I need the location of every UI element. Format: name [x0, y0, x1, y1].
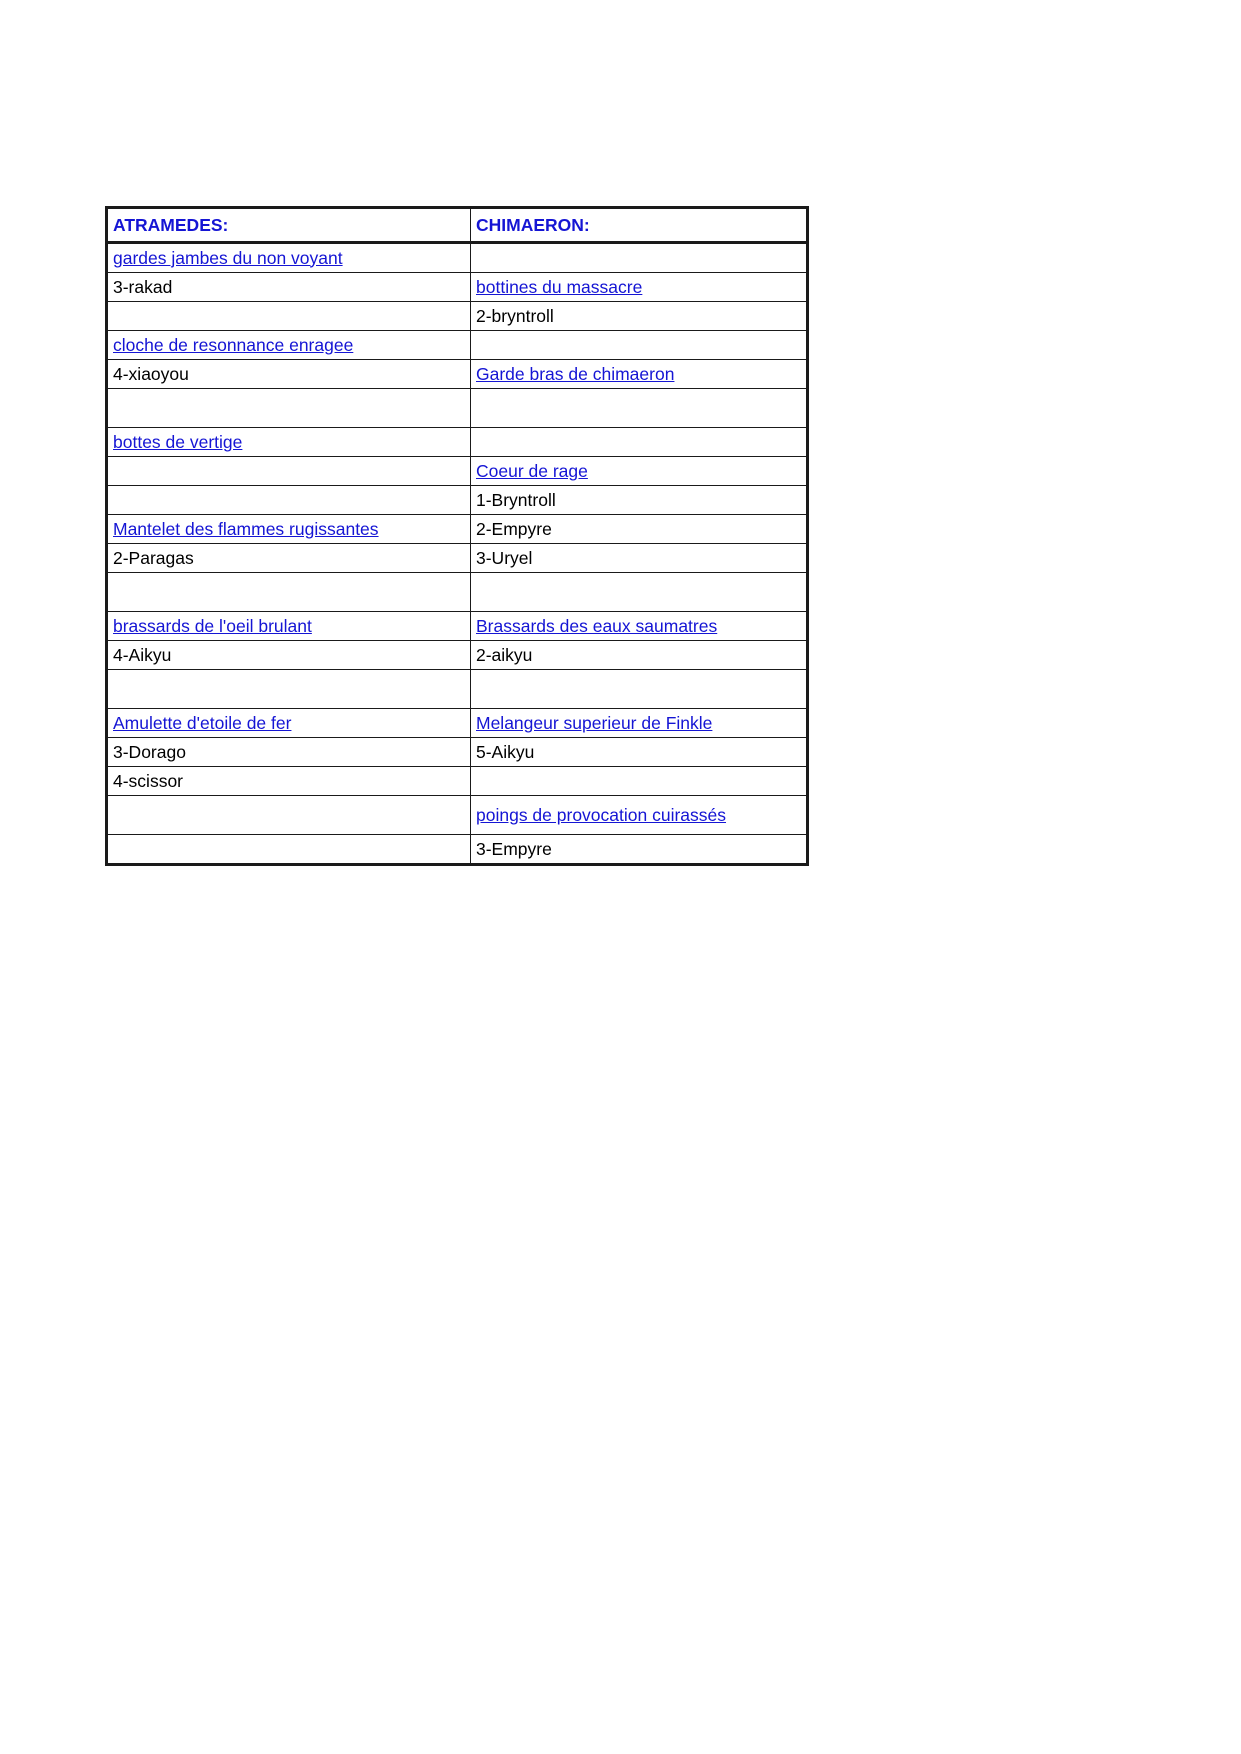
roll-text: 1-Bryntroll — [476, 489, 556, 510]
table-row — [107, 302, 808, 331]
roll-cell — [107, 544, 471, 573]
roll-cell — [107, 738, 471, 767]
table-row — [107, 738, 808, 767]
item-link[interactable]: Mantelet des flammes rugissantes — [113, 518, 379, 539]
roll-cell — [107, 767, 471, 796]
roll-text: 3-Uryel — [476, 547, 533, 568]
table-row — [107, 331, 808, 360]
table-row — [107, 544, 808, 573]
roll-text: 4-scissor — [113, 770, 184, 791]
column-header-atramedes: ATRAMEDES: — [107, 208, 471, 243]
item-link[interactable]: gardes jambes du non voyant — [113, 247, 343, 268]
item-cell — [107, 709, 471, 738]
table-row — [107, 486, 808, 515]
table-row — [107, 835, 808, 865]
roll-cell — [471, 302, 808, 331]
item-link[interactable]: bottes de vertige — [113, 431, 243, 452]
item-link[interactable]: Garde bras de chimaeron — [476, 363, 675, 384]
roll-cell — [107, 641, 471, 670]
roll-text: 5-Aikyu — [476, 741, 535, 762]
roll-text: 2-Paragas — [113, 547, 194, 568]
column-header-chimaeron: CHIMAERON: — [471, 208, 808, 243]
empty-cell — [471, 389, 808, 428]
table-row — [107, 389, 808, 428]
roll-text: 2-bryntroll — [476, 305, 554, 326]
table-row — [107, 796, 808, 835]
item-cell — [107, 331, 471, 360]
empty-cell — [107, 573, 471, 612]
empty-cell — [471, 243, 808, 273]
table-row — [107, 428, 808, 457]
empty-cell — [107, 457, 471, 486]
roll-cell — [471, 515, 808, 544]
item-cell — [107, 243, 471, 273]
item-link[interactable]: Melangeur superieur de Finkle — [476, 712, 713, 733]
empty-cell — [471, 670, 808, 709]
empty-cell — [107, 796, 471, 835]
roll-cell — [471, 835, 808, 865]
table-row — [107, 360, 808, 389]
item-cell — [471, 709, 808, 738]
empty-cell — [107, 835, 471, 865]
item-link[interactable]: cloche de resonnance enragee — [113, 334, 354, 355]
empty-cell — [471, 428, 808, 457]
table-row — [107, 612, 808, 641]
roll-text: 4-xiaoyou — [113, 363, 189, 384]
table-row — [107, 457, 808, 486]
loot-table-container — [105, 206, 809, 866]
roll-cell — [471, 486, 808, 515]
table-row — [107, 709, 808, 738]
item-cell — [107, 428, 471, 457]
item-link[interactable]: Brassards des eaux saumatres — [476, 615, 718, 636]
empty-cell — [107, 670, 471, 709]
item-cell — [471, 796, 808, 835]
item-cell — [471, 360, 808, 389]
roll-text: 2-aikyu — [476, 644, 533, 665]
item-cell — [471, 612, 808, 641]
table-header-row — [107, 208, 808, 243]
table-row — [107, 273, 808, 302]
roll-cell — [107, 273, 471, 302]
empty-cell — [471, 573, 808, 612]
item-link[interactable]: bottines du massacre — [476, 276, 643, 297]
table-row — [107, 670, 808, 709]
roll-cell — [471, 544, 808, 573]
item-link[interactable]: brassards de l'oeil brulant — [113, 615, 312, 636]
item-cell — [471, 457, 808, 486]
roll-cell — [471, 641, 808, 670]
roll-cell — [471, 738, 808, 767]
empty-cell — [471, 767, 808, 796]
item-cell — [107, 515, 471, 544]
roll-text: 3-Dorago — [113, 741, 186, 762]
loot-table — [105, 206, 809, 866]
item-link[interactable]: Amulette d'etoile de fer — [113, 712, 292, 733]
empty-cell — [107, 302, 471, 331]
item-cell — [471, 273, 808, 302]
empty-cell — [107, 486, 471, 515]
table-row — [107, 573, 808, 612]
roll-text: 2-Empyre — [476, 518, 552, 539]
table-row — [107, 641, 808, 670]
loot-table-body — [107, 243, 808, 865]
roll-text: 3-rakad — [113, 276, 173, 297]
item-link[interactable]: poings de provocation cuirassés — [476, 804, 727, 825]
table-row — [107, 515, 808, 544]
roll-cell — [107, 360, 471, 389]
item-link[interactable]: Coeur de rage — [476, 460, 588, 481]
roll-text: 4-Aikyu — [113, 644, 172, 665]
roll-text: 3-Empyre — [476, 838, 552, 859]
empty-cell — [471, 331, 808, 360]
table-row — [107, 767, 808, 796]
empty-cell — [107, 389, 471, 428]
table-row — [107, 243, 808, 273]
item-cell — [107, 612, 471, 641]
